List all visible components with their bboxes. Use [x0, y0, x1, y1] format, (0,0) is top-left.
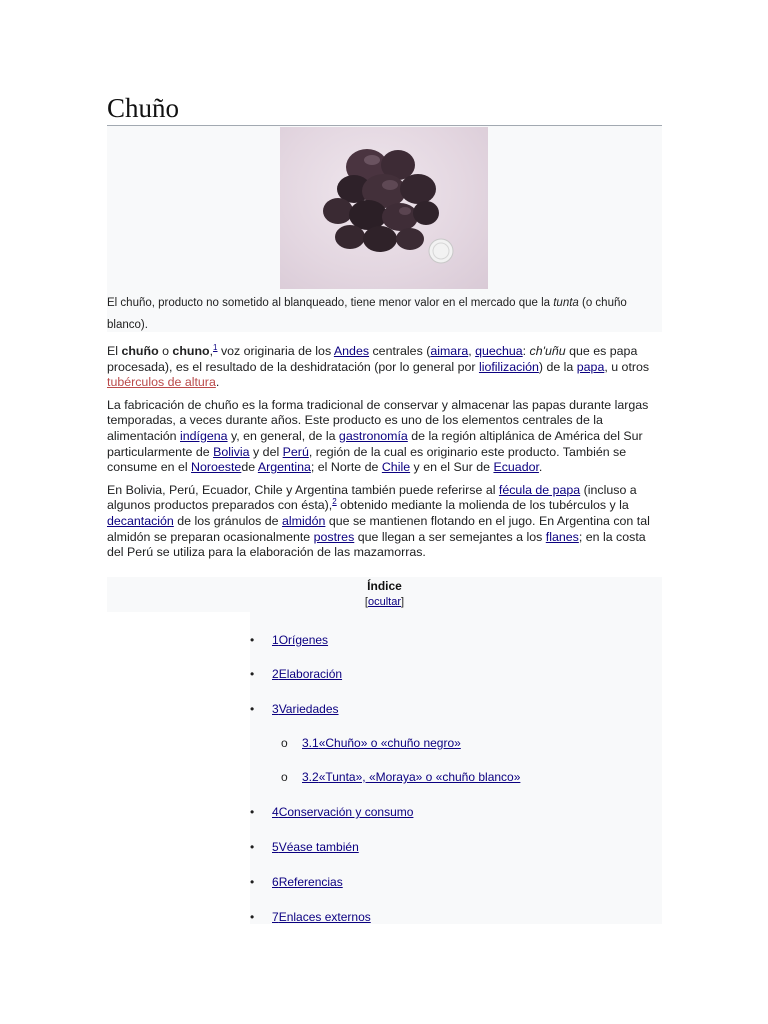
text: que es papa procesada), es el resultado de la deshidratación (por lo general por	[107, 344, 638, 374]
bullet-icon: •	[250, 633, 255, 647]
toc-item-chuno-blanco[interactable]	[302, 769, 520, 785]
article-body	[107, 344, 662, 568]
bold-term: chuno	[172, 344, 210, 358]
toc-number: 3	[272, 702, 279, 716]
toc-item-vease-tambien[interactable]	[272, 839, 359, 855]
toc-item-referencias[interactable]	[272, 874, 343, 890]
caption-italic: tunta	[553, 297, 579, 309]
toc-number: 3.1	[302, 736, 319, 750]
toc-item-chuno-negro[interactable]	[302, 735, 461, 751]
text: de los gránulos de	[173, 513, 282, 528]
link-noroeste[interactable]: Noroeste	[191, 460, 242, 475]
toc-hide-link[interactable]: ocultar	[367, 596, 402, 608]
toc-number: 2	[272, 667, 279, 681]
thumbnail-figure	[107, 126, 662, 332]
link-aimara[interactable]: aimara	[430, 344, 469, 358]
bullet-icon: •	[250, 667, 255, 681]
caption-text: El chuño, producto no sometido al blanqueado, tiene menor valor en el mercado que la	[107, 297, 554, 309]
sub-bullet-icon: o	[281, 770, 288, 784]
bullet-icon: •	[250, 840, 255, 854]
text: voz originaria de los	[217, 344, 334, 358]
paragraph-3	[107, 483, 662, 561]
toc-label: «Tunta», «Moraya» o «chuño blanco»	[318, 770, 521, 784]
text: La fabricación de chuño es la forma tradicional de conservar y almacenar las papas durante largas temporadas, a veces durante años. Este producto es uno de los elementos centrales de la alimentación	[107, 397, 649, 443]
toc-title: Índice	[367, 579, 402, 593]
italic-term: ch'uñu	[529, 344, 566, 358]
text: , u otros	[604, 359, 650, 374]
figure-caption	[107, 292, 662, 336]
toc-label: «Chuño» o «chuño negro»	[318, 736, 461, 750]
toc-item-enlaces-externos[interactable]	[272, 909, 371, 925]
text: :	[522, 344, 530, 358]
link-chile[interactable]: Chile	[381, 460, 411, 475]
text: (incluso a algunos productos preparados con ésta),	[107, 482, 637, 513]
text: En Bolivia, Perú, Ecuador, Chile y Argentina también puede referirse al	[107, 482, 499, 497]
text: ; en la costa del Perú se utiliza para la elaboración de las mazamorras.	[107, 529, 646, 560]
caption-text-end: (o chuño blanco).	[107, 297, 627, 331]
sub-bullet-icon: o	[281, 736, 288, 750]
toc-label: Referencias	[278, 875, 343, 889]
link-liofilizacion[interactable]: liofilización	[478, 359, 539, 374]
text: y, en general, de la	[227, 428, 339, 443]
toc-number: 6	[272, 875, 279, 889]
link-bolivia[interactable]: Bolivia	[213, 444, 250, 459]
text: y del	[249, 444, 283, 459]
toc-item-origenes[interactable]	[272, 632, 328, 648]
link-papa[interactable]: papa	[576, 359, 605, 374]
link-fecula-de-papa[interactable]: fécula de papa	[498, 482, 581, 497]
reference-link-1[interactable]: 1	[213, 342, 218, 352]
toc-number: 5	[272, 840, 279, 854]
link-gastronomia[interactable]: gastronomía	[338, 428, 408, 443]
bullet-icon: •	[250, 702, 255, 716]
text: El	[107, 344, 122, 358]
text: , región de la cual es originario este producto. También se consume en el	[107, 444, 627, 475]
toc-number: 1	[272, 633, 279, 647]
toc-label: Variedades	[278, 702, 339, 716]
toc-item-elaboracion[interactable]	[272, 666, 342, 682]
toc-item-variedades[interactable]	[272, 701, 339, 717]
bold-term: chuño	[121, 344, 159, 358]
page-title: Chuño	[107, 92, 662, 126]
toc-number: 7	[272, 910, 279, 924]
bullet-icon: •	[250, 805, 255, 819]
text: o	[158, 344, 173, 358]
toc-bracket-open: [	[364, 596, 368, 608]
text: ; el Norte de	[310, 460, 382, 475]
text: que llegan a ser semejantes a los	[354, 529, 546, 544]
chuno-photo[interactable]	[280, 127, 488, 289]
toc-label: Enlaces externos	[278, 910, 371, 924]
link-tuberculos-de-altura[interactable]: tubérculos de altura	[107, 375, 216, 390]
toc-number: 3.2	[302, 770, 319, 784]
toc-label: Véase también	[278, 840, 359, 854]
link-decantacion[interactable]: decantación	[107, 513, 174, 528]
toc-bracket-close: ]	[401, 596, 405, 608]
text: ,	[209, 344, 214, 358]
link-postres[interactable]: postres	[313, 529, 355, 544]
toc-header	[107, 577, 662, 612]
text: ) de la	[538, 359, 577, 374]
toc-number: 4	[272, 805, 279, 819]
text: obtenido mediante la molienda de los tubérculos y la	[336, 498, 629, 513]
text: .	[538, 460, 543, 475]
toc-list	[250, 612, 662, 924]
toc-toggle	[107, 594, 662, 610]
bullet-icon: •	[250, 910, 255, 924]
text: .	[215, 375, 220, 390]
link-peru[interactable]: Perú	[282, 444, 309, 459]
toc-item-conservacion[interactable]	[272, 804, 413, 820]
link-indigena[interactable]: indígena	[180, 428, 228, 443]
link-ecuador[interactable]: Ecuador	[493, 460, 539, 475]
text: de	[241, 460, 258, 475]
paragraph-2	[107, 398, 662, 476]
link-almidon[interactable]: almidón	[281, 513, 326, 528]
link-flanes[interactable]: flanes	[545, 529, 579, 544]
link-quechua[interactable]: quechua	[475, 344, 523, 358]
link-argentina[interactable]: Argentina	[257, 460, 311, 475]
toc-label: Elaboración	[278, 667, 343, 681]
text: ,	[468, 344, 476, 358]
reference-link-2[interactable]: 2	[332, 497, 337, 507]
toc-label: Orígenes	[278, 633, 329, 647]
bullet-icon: •	[250, 875, 255, 889]
text: que se mantienen flotando en el jugo. En Argentina con tal almidón se preparan ocasionalmente	[107, 513, 650, 544]
link-andes[interactable]: Andes	[333, 344, 370, 358]
paragraph-1	[107, 344, 662, 391]
text: y en el Sur de	[410, 460, 494, 475]
text: centrales (	[369, 344, 431, 358]
text: de la región altiplánica de América del Sur particularmente de	[107, 428, 643, 459]
chuno-photo-drawing	[280, 127, 488, 289]
toc-label: Conservación y consumo	[278, 805, 414, 819]
